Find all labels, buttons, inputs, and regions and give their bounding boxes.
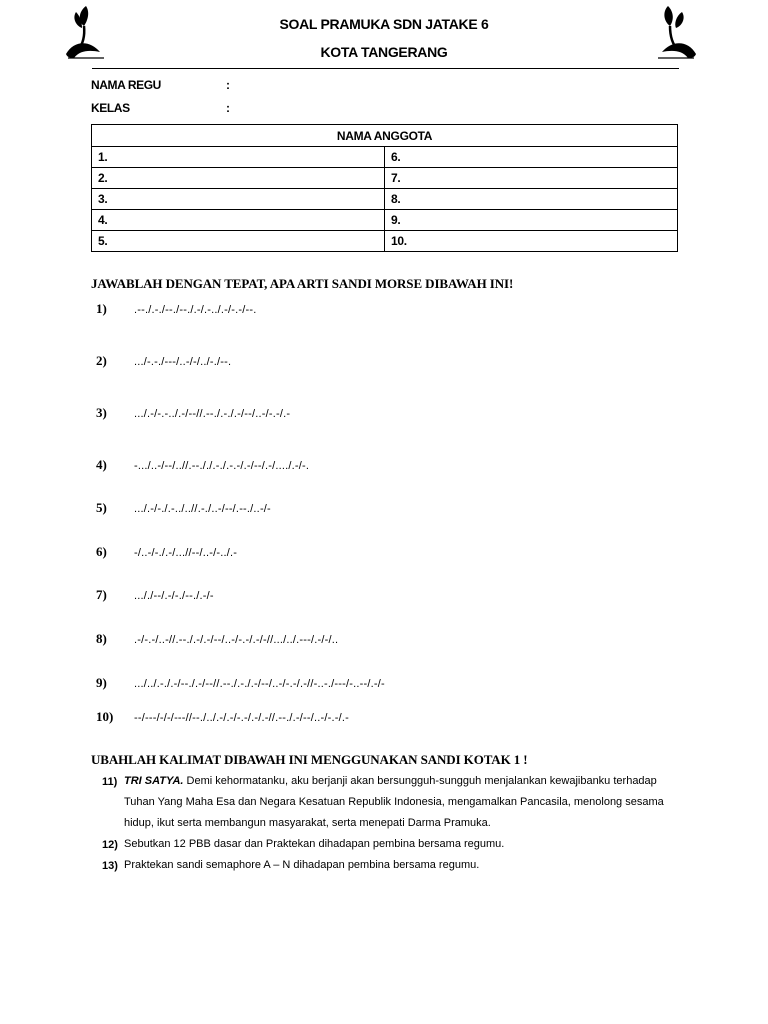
morse-code: --/---/-/-/---//--./../.-/.-/-.-/.-/.-//.--./.-/--/..-/-.-/.- <box>134 712 350 724</box>
page-subtitle: KOTA TANGERANG <box>320 44 448 60</box>
morse-code: -.../..-/--/..//.--././.-./.-.-/.-/--/.-/..../.-/-. <box>134 460 310 472</box>
task-number: 11) <box>102 776 118 788</box>
members-table <box>91 124 678 252</box>
question-number: 8) <box>96 631 107 646</box>
task-item <box>0 834 768 854</box>
table-cell[interactable]: 4. <box>92 210 385 231</box>
header-divider <box>92 68 679 69</box>
task-text <box>124 855 676 876</box>
table-row <box>92 231 678 252</box>
morse-code: .-/-.-/..-//.--./.-/.-/--/..-/-.-/.-/-//.../../.---/.-/-/.. <box>134 634 339 646</box>
table-cell[interactable]: 7. <box>385 168 678 189</box>
question-item <box>96 457 309 473</box>
question-item <box>96 301 256 317</box>
task-body: Praktekan sandi semaphore A – N dihadapan pembina bersama regumu. <box>124 859 480 871</box>
section-heading-morse: JAWABLAH DENGAN TEPAT, APA ARTI SANDI MORSE DIBAWAH INI! <box>91 276 514 291</box>
question-item <box>96 405 290 421</box>
field-kelas <box>91 101 230 115</box>
question-number: 10) <box>96 709 114 724</box>
morse-code: .../../.-./.-/--./.-/--//.--./.-./.-/--/..-/-.-/.-//-..-./---/-..--/.-/- <box>134 678 385 690</box>
morse-code: -/..-/-./.-/...//--/..-/-../.- <box>134 547 238 559</box>
question-number: 6) <box>96 544 107 559</box>
table-cell[interactable]: 6. <box>385 147 678 168</box>
table-cell[interactable]: 8. <box>385 189 678 210</box>
question-number: 4) <box>96 457 107 472</box>
table-row <box>92 210 678 231</box>
task-body: Demi kehormatanku, aku berjanji akan bersungguh-sungguh menjalankan kewajibanku terhadap Tuhan Yang Maha Esa dan Negara Kesatuan Republik Indonesia, mengamalkan Pancasila, menolong sesama hidup, ikut serta membangun masyarakat, serta menepati Darma Pramuka. <box>124 775 664 829</box>
table-cell[interactable]: 3. <box>92 189 385 210</box>
question-number: 2) <box>96 353 107 368</box>
task-item <box>0 771 768 841</box>
field-label: NAMA REGU <box>91 78 161 92</box>
task-item <box>0 855 768 875</box>
morse-code: .../-.-./---/..-/-/../-./--. <box>134 356 232 368</box>
question-number: 7) <box>96 587 107 602</box>
morse-code: .../.-/-./.-../..//.-./..-/--/.--./..-/- <box>134 503 271 515</box>
table-row <box>92 147 678 168</box>
question-item <box>96 544 237 560</box>
morse-code: .../.-/-.-../.-/--//.--./.-./.-/--/..-/-.-/.- <box>134 408 291 420</box>
table-cell[interactable]: 10. <box>385 231 678 252</box>
task-lead: TRI SATYA. <box>124 775 184 787</box>
table-header: NAMA ANGGOTA <box>92 125 678 147</box>
field-label: KELAS <box>91 101 130 115</box>
morse-code: .--./.-./--./--./.-/.-../.-/-.-/--. <box>134 304 257 316</box>
table-cell[interactable]: 2. <box>92 168 385 189</box>
task-text <box>124 771 676 834</box>
task-number: 12) <box>102 839 118 851</box>
task-number: 13) <box>102 860 118 872</box>
table-cell[interactable]: 1. <box>92 147 385 168</box>
page-title: SOAL PRAMUKA SDN JATAKE 6 <box>279 16 489 32</box>
morse-code: ..././--/.-/-./--./.-/- <box>134 590 214 602</box>
question-item <box>96 709 349 725</box>
question-number: 1) <box>96 301 107 316</box>
field-colon: : <box>226 78 230 92</box>
question-number: 9) <box>96 675 107 690</box>
table-row <box>92 168 678 189</box>
question-item <box>96 631 338 647</box>
task-text <box>124 834 676 855</box>
question-item <box>96 675 385 691</box>
question-number: 3) <box>96 405 107 420</box>
table-cell[interactable]: 9. <box>385 210 678 231</box>
table-cell[interactable]: 5. <box>92 231 385 252</box>
question-number: 5) <box>96 500 107 515</box>
field-colon: : <box>226 101 230 115</box>
field-nama-regu <box>91 78 230 92</box>
table-row <box>92 189 678 210</box>
task-body: Sebutkan 12 PBB dasar dan Praktekan dihadapan pembina bersama regumu. <box>124 838 505 850</box>
question-item <box>96 353 231 369</box>
question-item <box>96 587 214 603</box>
question-item <box>96 500 271 516</box>
section-heading-sandi-kotak: UBAHLAH KALIMAT DIBAWAH INI MENGGUNAKAN SANDI KOTAK 1 ! <box>91 752 528 767</box>
